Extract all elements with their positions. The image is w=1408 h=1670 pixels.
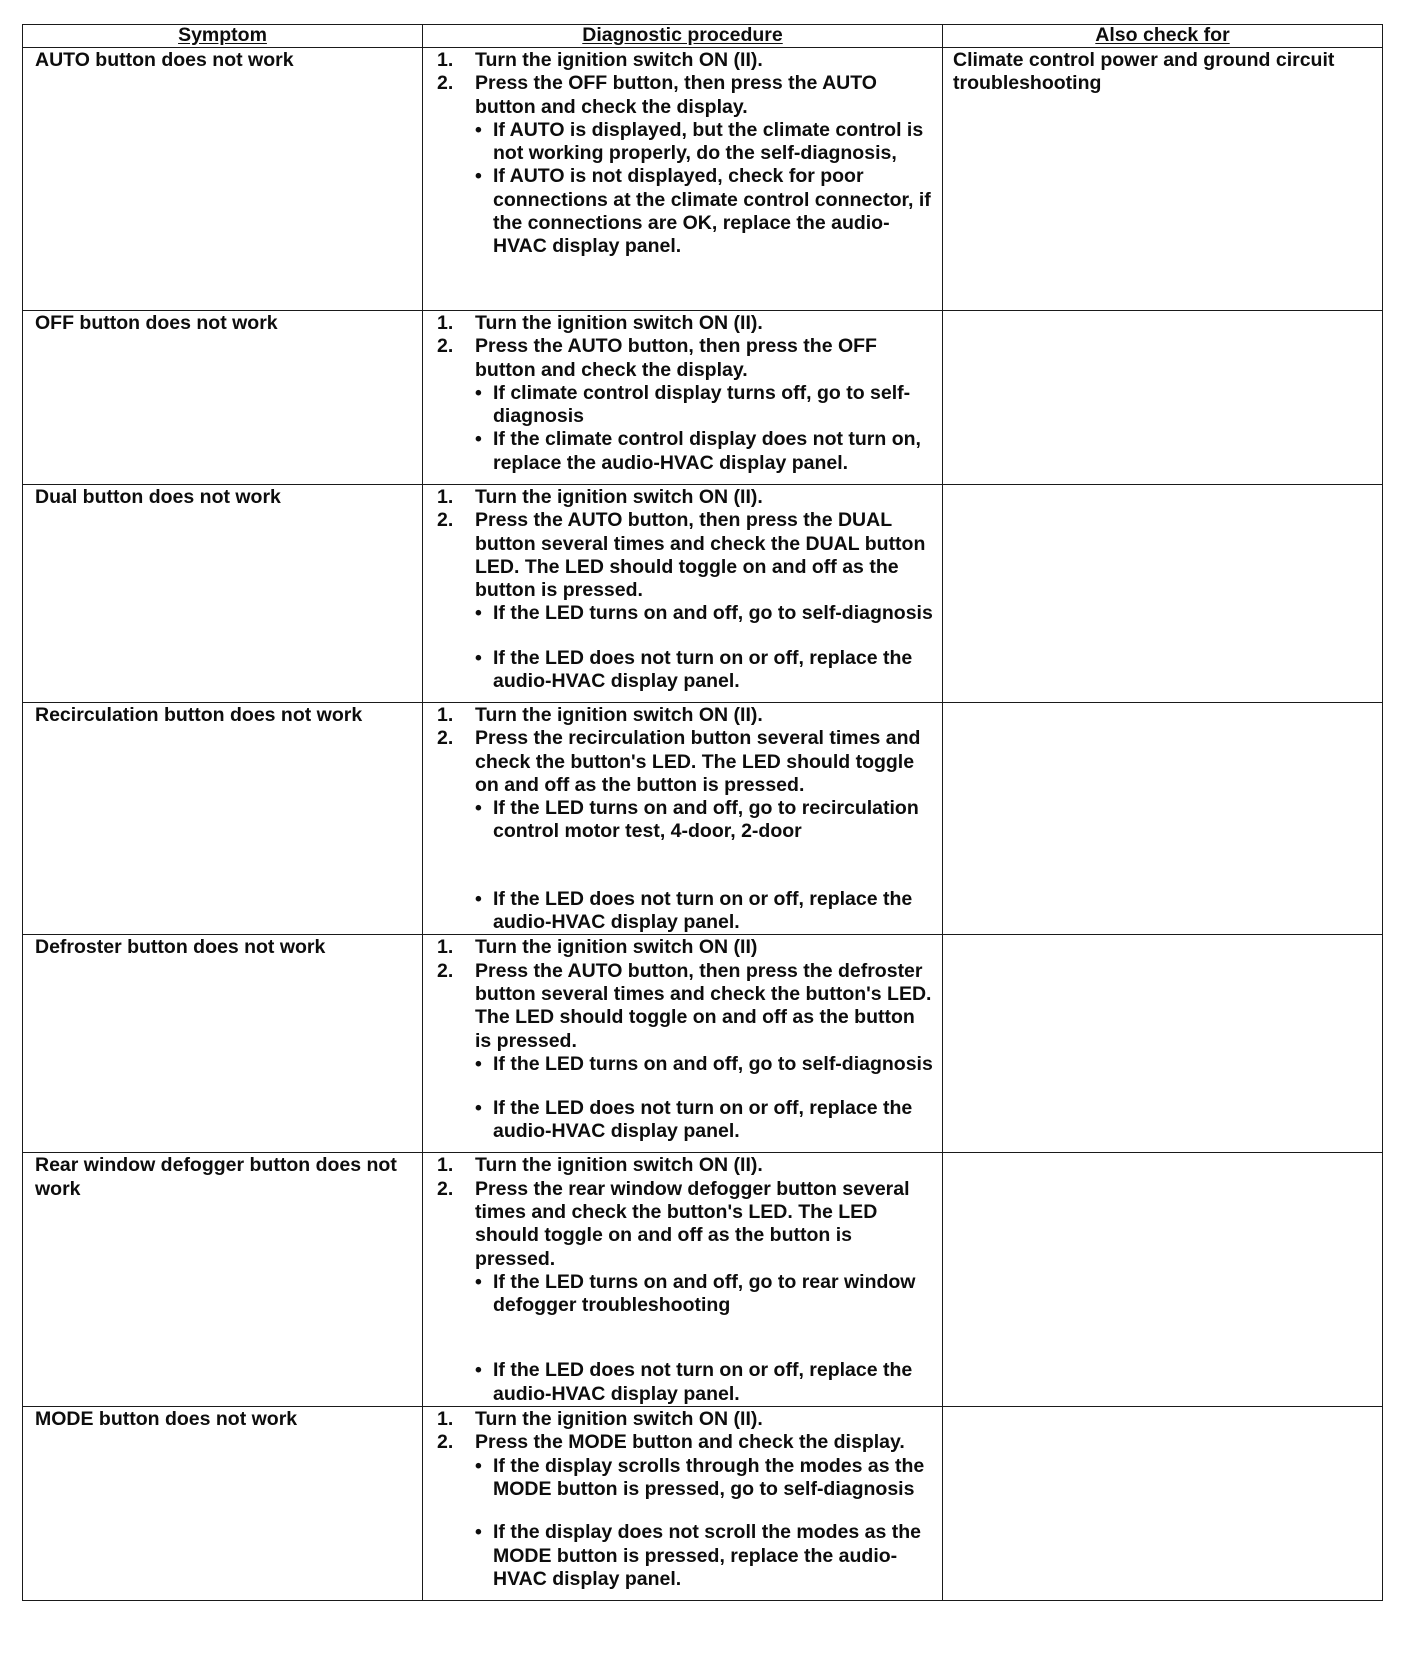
step-number: 1.: [437, 1154, 454, 1177]
bullet-item: [475, 1359, 936, 1406]
also-check-cell: [943, 485, 1383, 703]
step-number: 1.: [437, 704, 454, 726]
step-item: [437, 72, 936, 119]
symptom-cell: Defroster button does not work: [23, 935, 423, 1153]
bullet-icon: •: [475, 1097, 482, 1120]
bullet-text: If the LED does not turn on or off, replace the audio-HVAC display panel.: [493, 887, 913, 934]
step-text: Press the MODE button and check the display.: [475, 1431, 905, 1454]
step-item: [437, 1178, 936, 1271]
bullet-icon: •: [475, 887, 482, 910]
bullet-icon: •: [475, 165, 482, 188]
bullet-item: [475, 119, 936, 166]
bullet-item: [475, 1053, 936, 1076]
symptom-cell: AUTO button does not work: [23, 48, 423, 311]
step-text: Turn the ignition switch ON (II).: [475, 704, 763, 726]
step-number: 1.: [437, 312, 454, 334]
bullet-icon: •: [475, 381, 482, 404]
bullet-icon: •: [475, 118, 482, 141]
step-text: Turn the ignition switch ON (II).: [475, 312, 763, 334]
step-text: Turn the ignition switch ON (II).: [475, 1408, 763, 1431]
procedure-cell: [423, 935, 943, 1153]
bullet-item: [475, 165, 936, 258]
bullet-item: [475, 1521, 936, 1591]
table-row: [23, 311, 1383, 485]
also-check-cell: [943, 1407, 1383, 1601]
procedure-cell: [423, 485, 943, 703]
bullet-text: If the display scrolls through the modes as the MODE button is pressed, go to self-diagnosis: [493, 1454, 925, 1500]
step-text: Press the AUTO button, then press the defroster button several times and check the button's LED. The LED should toggle on and off as the button is pressed.: [475, 959, 932, 1052]
also-check-cell: [943, 935, 1383, 1153]
table-row: [23, 1407, 1383, 1601]
step-text: Turn the ignition switch ON (II).: [475, 49, 763, 71]
bullet-icon: •: [475, 1052, 482, 1075]
also-check-cell: [943, 703, 1383, 935]
step-text: Turn the ignition switch ON (II).: [475, 1154, 763, 1177]
step-number: 1.: [437, 486, 454, 508]
table-row: [23, 703, 1383, 935]
step-number: 1.: [437, 49, 454, 71]
bullet-item: [475, 647, 936, 694]
symptom-cell: Dual button does not work: [23, 485, 423, 703]
step-text: Press the rear window defogger button several times and check the button's LED. The LED should toggle on and off as the button is pressed.: [475, 1177, 910, 1270]
bullet-text: If the LED turns on and off, go to recirculation control motor test, 4-door, 2-door: [493, 797, 919, 843]
step-number: 2.: [437, 959, 454, 982]
header-symptom: Symptom: [23, 25, 423, 48]
step-number: 2.: [437, 72, 454, 95]
procedure-cell: [423, 703, 943, 935]
bullet-item: [475, 428, 936, 475]
bullet-icon: •: [475, 797, 482, 820]
step-item: [437, 704, 936, 727]
step-number: 2.: [437, 1177, 454, 1200]
table-row: [23, 485, 1383, 703]
header-also-check-for: Also check for: [943, 25, 1383, 48]
step-text: Press the AUTO button, then press the DUAL button several times and check the DUAL button LED. The LED should toggle on and off as the button is pressed.: [475, 509, 926, 602]
bullet-item: [475, 1455, 936, 1502]
bullet-text: If climate control display turns off, go to self-diagnosis: [493, 381, 911, 428]
step-item: [437, 960, 936, 1053]
bullet-item: [475, 602, 936, 625]
procedure-cell: [423, 1407, 943, 1601]
step-text: Turn the ignition switch ON (II).: [475, 486, 763, 508]
header-row: [23, 25, 1383, 48]
table-row: [23, 48, 1383, 311]
bullet-text: If AUTO is not displayed, check for poor connections at the climate control connector, if the connections are OK, replace the audio-HVAC display panel.: [493, 165, 931, 258]
bullet-item: [475, 797, 936, 844]
bullet-item: [475, 1271, 936, 1318]
bullet-text: If AUTO is displayed, but the climate control is not working properly, do the self-diagnosis,: [493, 118, 924, 165]
bullet-icon: •: [475, 1359, 482, 1382]
troubleshooting-table: [22, 24, 1383, 1601]
table-row: [23, 935, 1383, 1153]
bullet-icon: •: [475, 1521, 482, 1544]
bullet-text: If the climate control display does not turn on, replace the audio-HVAC display panel.: [493, 428, 921, 474]
table-row: [23, 1153, 1383, 1407]
step-item: [437, 312, 936, 335]
also-check-cell: Climate control power and ground circuit troubleshooting: [943, 48, 1383, 311]
step-item: [437, 335, 936, 382]
step-item: [437, 1154, 936, 1177]
bullet-icon: •: [475, 1270, 482, 1293]
bullet-text: If the LED does not turn on or off, replace the audio-HVAC display panel.: [493, 1359, 913, 1405]
step-number: 2.: [437, 727, 454, 750]
procedure-cell: [423, 311, 943, 485]
step-item: [437, 936, 936, 959]
bullet-icon: •: [475, 646, 482, 669]
step-item: [437, 486, 936, 509]
step-item: [437, 509, 936, 602]
step-item: [437, 1431, 936, 1454]
symptom-cell: OFF button does not work: [23, 311, 423, 485]
symptom-cell: Recirculation button does not work: [23, 703, 423, 935]
step-text: Press the OFF button, then press the AUTO button and check the display.: [475, 72, 877, 118]
step-number: 1.: [437, 1408, 454, 1431]
bullet-text: If the display does not scroll the modes as the MODE button is pressed, replace the audio-HVAC display panel.: [493, 1521, 922, 1590]
bullet-icon: •: [475, 602, 482, 625]
step-number: 2.: [437, 335, 454, 358]
step-item: [437, 1408, 936, 1431]
symptom-cell: MODE button does not work: [23, 1407, 423, 1601]
bullet-item: [475, 1097, 936, 1144]
bullet-item: [475, 888, 936, 935]
bullet-text: If the LED does not turn on or off, replace the audio-HVAC display panel.: [493, 646, 913, 693]
also-check-cell: [943, 311, 1383, 485]
bullet-icon: •: [475, 428, 482, 451]
step-number: 2.: [437, 1431, 454, 1454]
also-check-cell: [943, 1153, 1383, 1407]
step-number: 2.: [437, 509, 454, 532]
step-text: Turn the ignition switch ON (II): [475, 936, 758, 959]
procedure-cell: [423, 1153, 943, 1407]
bullet-icon: •: [475, 1454, 482, 1477]
header-diagnostic-procedure: Diagnostic procedure: [423, 25, 943, 48]
procedure-cell: [423, 48, 943, 311]
step-number: 1.: [437, 936, 454, 959]
symptom-cell: Rear window defogger button does not work: [23, 1153, 423, 1407]
bullet-item: [475, 382, 936, 429]
bullet-text: If the LED turns on and off, go to rear window defogger troubleshooting: [493, 1270, 916, 1317]
step-text: Press the AUTO button, then press the OFF button and check the display.: [475, 335, 877, 381]
bullet-text: If the LED turns on and off, go to self-diagnosis: [493, 1052, 933, 1075]
step-item: [437, 727, 936, 797]
step-text: Press the recirculation button several times and check the button's LED. The LED should toggle on and off as the button is pressed.: [475, 727, 921, 796]
bullet-text: If the LED turns on and off, go to self-diagnosis: [493, 602, 933, 625]
step-item: [437, 49, 936, 72]
bullet-text: If the LED does not turn on or off, replace the audio-HVAC display panel.: [493, 1097, 913, 1143]
